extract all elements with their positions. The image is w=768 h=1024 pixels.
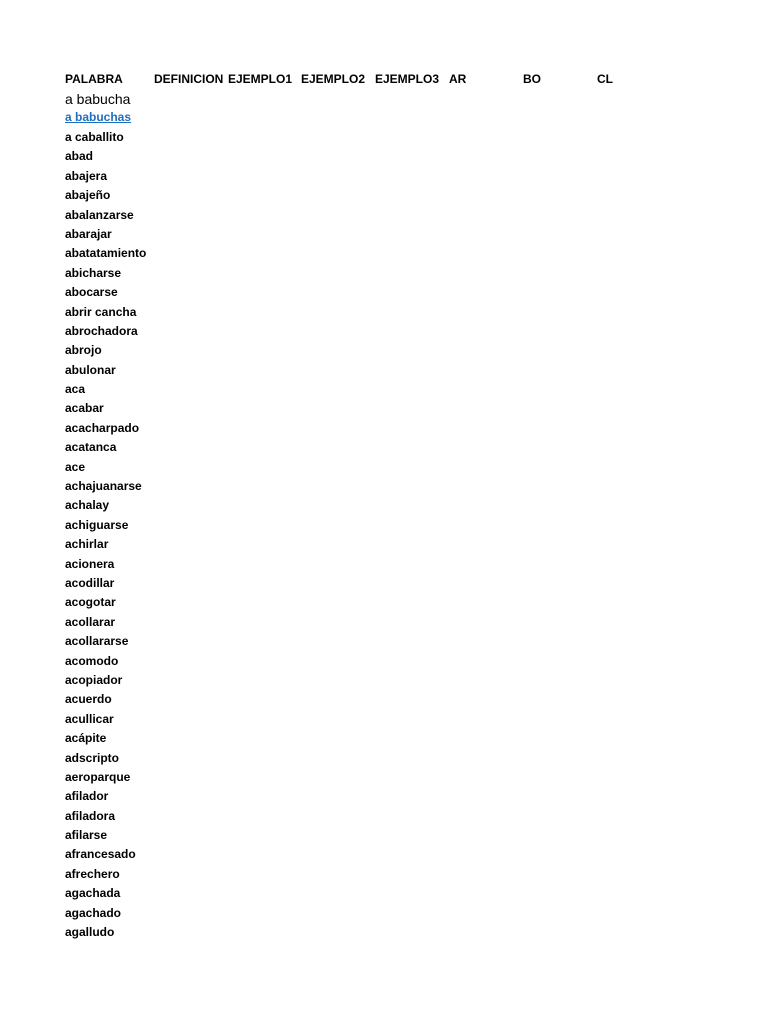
word-entry: abalanzarse	[65, 207, 134, 222]
word-entry: a caballito	[65, 130, 124, 144]
word-entry: afilarse	[65, 828, 108, 843]
word-entry: achalay	[65, 498, 110, 513]
header-ejemplo3: EJEMPLO3	[375, 72, 440, 86]
header-cl: CL	[597, 72, 613, 86]
header-definicion: DEFINICION	[154, 72, 224, 86]
word-entry: aeroparque	[65, 769, 131, 784]
word-entry: abrir cancha	[65, 304, 137, 319]
word-entry: acatanca	[65, 440, 117, 455]
word-entry: acuerdo	[65, 692, 112, 707]
word-entry: afilador	[65, 789, 109, 804]
header-palabra: PALABRA	[65, 72, 123, 86]
word-entry: abarajar	[65, 226, 112, 241]
word-entry: acionera	[65, 556, 115, 571]
word-entry: achajuanarse	[65, 479, 142, 494]
word-entry: achiguarse	[65, 517, 129, 532]
word-entry: aca	[65, 382, 86, 397]
word-entry: acodillar	[65, 575, 115, 590]
word-entry: abrochadora	[65, 323, 138, 338]
header-ar: AR	[449, 72, 467, 86]
word-entry: abocarse	[65, 285, 118, 300]
word-entry: acullicar	[65, 711, 114, 726]
word-link[interactable]: a babuchas	[65, 110, 132, 124]
word-entry: afrancesado	[65, 847, 136, 862]
word-entry: acomodo	[65, 653, 119, 668]
word-entry: abajeño	[65, 188, 111, 203]
word-entry-first: a babucha	[65, 91, 131, 107]
word-entry: acogotar	[65, 595, 116, 610]
word-entry: acollarar	[65, 614, 116, 629]
word-entry: agachada	[65, 886, 121, 901]
word-entry: abad	[65, 149, 94, 164]
header-bo: BO	[523, 72, 541, 86]
word-entry: acápite	[65, 731, 107, 746]
word-entry: afiladora	[65, 808, 116, 823]
header-ejemplo1: EJEMPLO1	[228, 72, 293, 86]
word-entry: agalludo	[65, 925, 115, 940]
word-entry: afrechero	[65, 866, 120, 881]
word-entry: abajera	[65, 168, 108, 183]
word-entry: abulonar	[65, 362, 116, 377]
word-entry: acacharpado	[65, 420, 140, 435]
word-entry: acollararse	[65, 634, 129, 649]
word-entry: ace	[65, 459, 86, 474]
word-entry: agachado	[65, 905, 122, 920]
column-header-row	[0, 71, 768, 87]
word-entry: adscripto	[65, 750, 120, 765]
word-entry: acopiador	[65, 672, 123, 687]
word-entry: achirlar	[65, 537, 109, 552]
word-entry: abrojo	[65, 343, 102, 358]
word-entry: acabar	[65, 401, 104, 416]
word-entry: abicharse	[65, 265, 122, 280]
header-ejemplo2: EJEMPLO2	[301, 72, 366, 86]
word-entry: abatatamiento	[65, 246, 147, 261]
word-list	[65, 128, 146, 942]
